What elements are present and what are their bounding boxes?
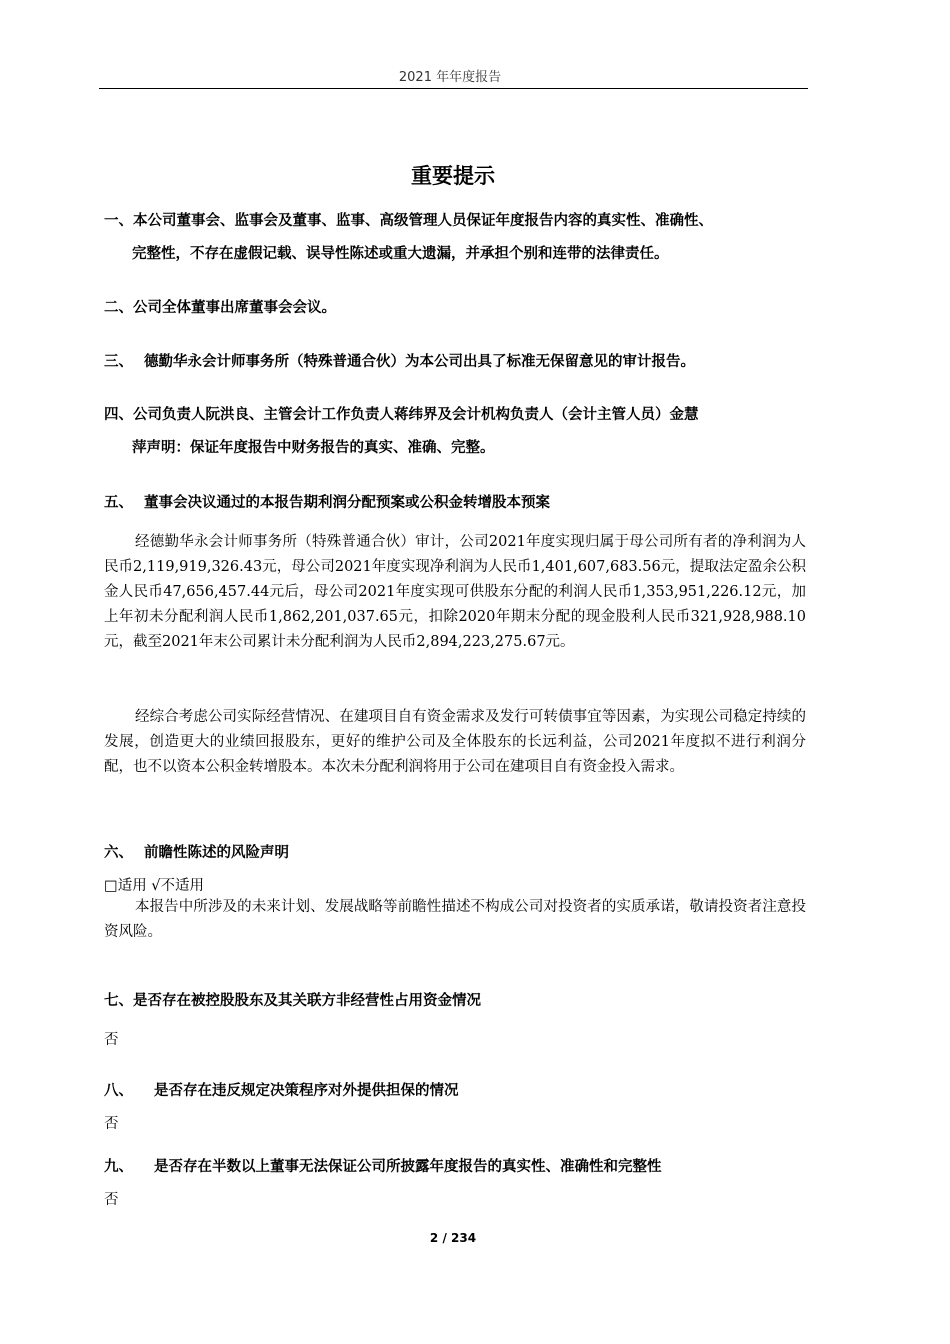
section-5-text: 董事会决议通过的本报告期利润分配预案或公积金转增股本预案 bbox=[144, 495, 550, 511]
section-2-text: 公司全体董事出席董事会会议。 bbox=[133, 300, 336, 316]
section-7-heading bbox=[104, 991, 481, 1011]
section-4-number: 四、 bbox=[104, 407, 133, 423]
document-title: 重要提示 bbox=[411, 164, 495, 188]
section-7-text: 是否存在被控股股东及其关联方非经营性占用资金情况 bbox=[133, 993, 481, 1009]
section-8-text: 是否存在违反规定决策程序对外提供担保的情况 bbox=[154, 1083, 459, 1099]
section-9-text: 是否存在半数以上董事无法保证公司所披露年度报告的真实性、准确性和完整性 bbox=[154, 1159, 662, 1175]
applicability-options: □适用 √不适用 bbox=[104, 878, 205, 894]
section-1-text: 本公司董事会、监事会及董事、监事、高级管理人员保证年度报告内容的真实性、准确性、 bbox=[133, 213, 713, 229]
section-9-number: 九、 bbox=[104, 1159, 133, 1175]
section-8-answer: 否 bbox=[104, 1116, 119, 1132]
section-3-heading bbox=[104, 352, 695, 372]
section-4-heading bbox=[104, 405, 699, 425]
section-6-number: 六、 bbox=[104, 845, 133, 861]
section-6-heading bbox=[104, 843, 289, 863]
section-1-continuation: 完整性，不存在虚假记载、误导性陈述或重大遗漏，并承担个别和连带的法律责任。 bbox=[132, 246, 669, 262]
section-7-number: 七、 bbox=[104, 993, 133, 1009]
section-8-heading bbox=[104, 1081, 459, 1101]
section-5-paragraph-profit: 经德勤华永会计师事务所（特殊普通合伙）审计，公司2021年度实现归属于母公司所有者的净利润为人民币2,119,919,326.43元，母公司2021年度实现净利润为人民币1,401,607,683.56元，提取法定盈余公积金人民币47,656,457.44元后，母公司2021年度实现可供股东分配的利润人民币1,353,951,226.12元，加上年初未分配利润人民币1,862,201,037.65元，扣除2020年期末分配的现金股利人民币321,928,988.10元，截至2021年末公司累计未分配利润为人民币2,894,223,275.67元。 bbox=[104, 534, 806, 650]
section-5-paragraph-decision: 经综合考虑公司实际经营情况、在建项目自有资金需求及发行可转债事宜等因素，为实现公司稳定持续的发展，创造更大的业绩回报股东，更好的维护公司及全体股东的长远利益，公司2021年度拟不进行利润分配，也不以资本公积金转增股本。本次未分配利润将用于公司在建项目自有资金投入需求。 bbox=[104, 709, 806, 775]
section-2-number: 二、 bbox=[104, 300, 133, 316]
section-3-text: 德勤华永会计师事务所（特殊普通合伙）为本公司出具了标准无保留意见的审计报告。 bbox=[144, 354, 695, 370]
section-2-heading bbox=[104, 298, 336, 318]
section-5-heading bbox=[104, 493, 550, 513]
section-6-text: 前瞻性陈述的风险声明 bbox=[144, 845, 289, 861]
page-number: 2 / 234 bbox=[429, 1231, 477, 1245]
header-divider bbox=[99, 88, 808, 89]
section-8-number: 八、 bbox=[104, 1083, 133, 1099]
section-3-number: 三、 bbox=[104, 354, 133, 370]
page-header-title: 2021 年年度报告 bbox=[398, 70, 502, 85]
section-9-heading bbox=[104, 1157, 662, 1177]
section-4-continuation: 萍声明：保证年度报告中财务报告的真实、准确、完整。 bbox=[132, 440, 495, 456]
section-4-text: 公司负责人阮洪良、主管会计工作负责人蒋纬界及会计机构负责人（会计主管人员）金慧 bbox=[133, 407, 699, 423]
section-7-answer: 否 bbox=[104, 1032, 119, 1048]
section-1-number: 一、 bbox=[104, 213, 133, 229]
section-6-paragraph: 本报告中所涉及的未来计划、发展战略等前瞻性描述不构成公司对投资者的实质承诺，敬请投资者注意投资风险。 bbox=[104, 899, 806, 940]
section-9-answer: 否 bbox=[104, 1192, 119, 1208]
section-5-number: 五、 bbox=[104, 495, 133, 511]
section-1-heading bbox=[104, 211, 713, 231]
